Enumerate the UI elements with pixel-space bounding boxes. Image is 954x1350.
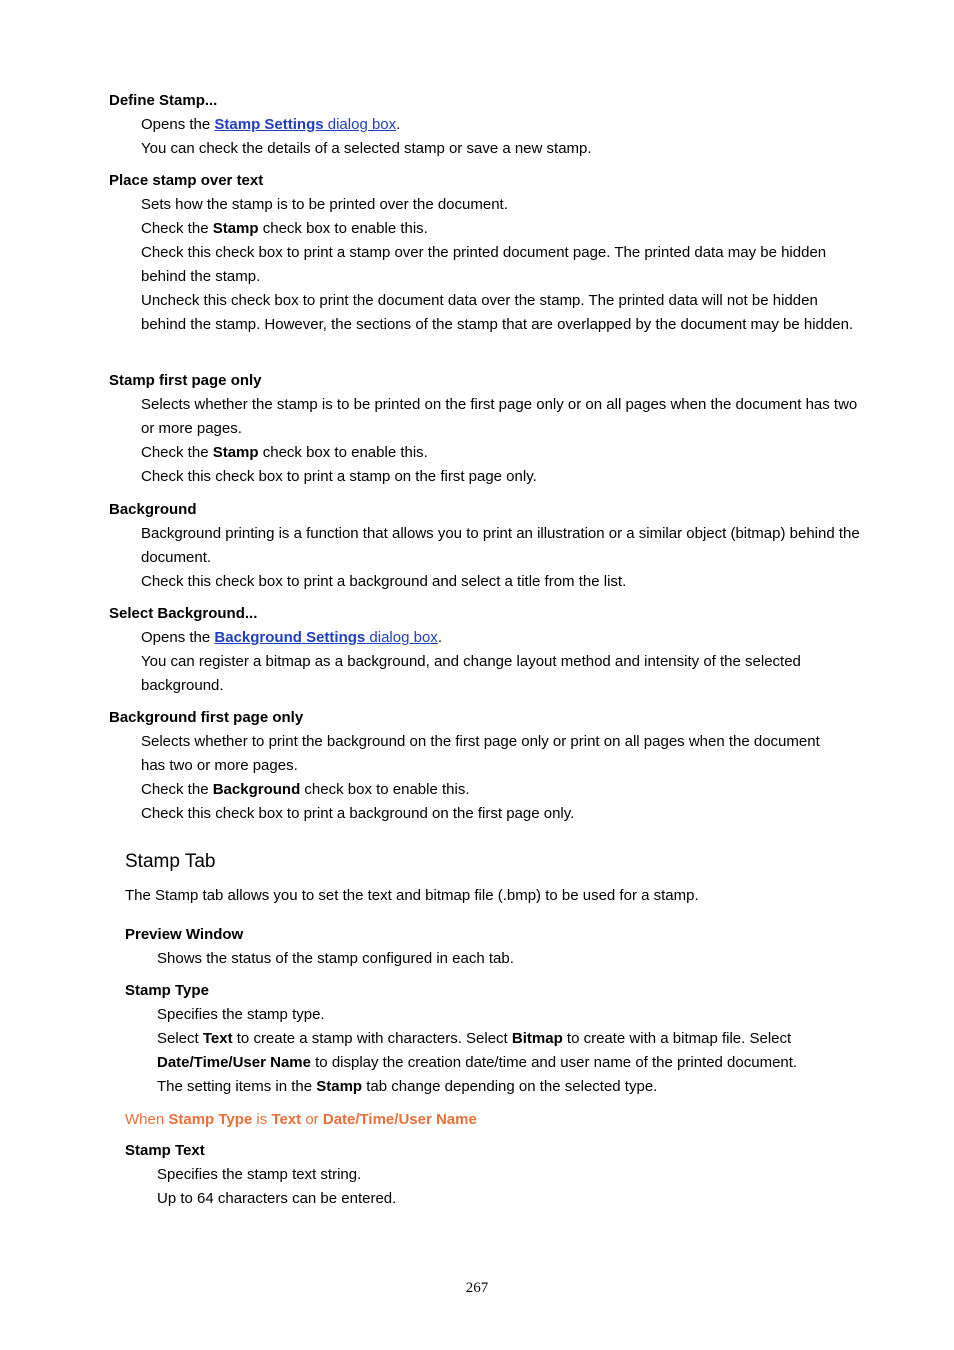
text: Specifies the stamp text string. [157, 1166, 362, 1183]
stamp-tab-intro: The Stamp tab allows you to set the text and bitmap file (.bmp) to be used for a stamp. [125, 887, 699, 904]
desc-stamp-first-page-only [141, 393, 861, 489]
text: Opens the [141, 629, 215, 646]
text: The setting items in the Stamp tab change depending on the selected type. [157, 1078, 658, 1095]
term-stamp-type: Stamp Type [125, 982, 209, 999]
text: Shows the status of the stamp configured in each tab. [157, 950, 514, 967]
text: Selects whether the stamp is to be printed on the first page only or on all pages when the document has two or more pages. [141, 396, 858, 437]
section-heading-stamp-tab: Stamp Tab [125, 851, 216, 872]
term-background-first-page-only: Background first page only [109, 709, 304, 726]
text: Uncheck this check box to print the document data over the stamp. The printed data will not be hidden behind the stamp. However, the sections of the stamp that are overlapped by the document may be hidden. [141, 292, 854, 333]
text: You can check the details of a selected stamp or save a new stamp. [141, 140, 592, 157]
text: Check this check box to print a stamp on the first page only. [141, 468, 537, 485]
text: Check the Background check box to enable this. [141, 781, 470, 798]
desc-stamp-text [157, 1163, 857, 1211]
text: Select Text to create a stamp with characters. Select Bitmap to create with a bitmap file. Select Date/Time/User Name to display the creation date/time and user name of the printed document. [157, 1030, 798, 1071]
term-define-stamp: Define Stamp... [109, 92, 218, 109]
term-select-background: Select Background... [109, 605, 258, 622]
term-preview-window: Preview Window [125, 926, 244, 943]
stamp-settings-link[interactable]: Stamp Settings dialog box [214, 116, 397, 133]
text: Check this check box to print a background on the first page only. [141, 805, 575, 822]
desc-background-first-page-only [141, 730, 821, 826]
text: Specifies the stamp type. [157, 1006, 325, 1023]
text: Check the Stamp check box to enable this. [141, 444, 428, 461]
text: Background printing is a function that allows you to print an illustration or a similar object (bitmap) behind the document. [141, 525, 860, 566]
text: Opens the [141, 116, 215, 133]
term-background: Background [109, 501, 197, 518]
text: Check the Stamp check box to enable this. [141, 220, 428, 237]
page-number: 267 [465, 1280, 489, 1296]
text: Up to 64 characters can be entered. [157, 1190, 397, 1207]
condition-heading: When Stamp Type is Text or Date/Time/User Name [125, 1111, 477, 1128]
desc-background [141, 522, 861, 594]
desc-preview-window [157, 947, 857, 971]
desc-place-stamp-over-text [141, 193, 861, 337]
text: Check this check box to print a stamp over the printed document page. The printed data may be hidden behind the stamp. [141, 244, 827, 285]
term-stamp-first-page-only: Stamp first page only [109, 372, 262, 389]
desc-define-stamp [141, 113, 861, 161]
desc-select-background [141, 626, 861, 698]
background-settings-link[interactable]: Background Settings dialog box [214, 629, 438, 646]
term-stamp-text: Stamp Text [125, 1142, 205, 1159]
text: Sets how the stamp is to be printed over the document. [141, 196, 508, 213]
text: You can register a bitmap as a background, and change layout method and intensity of the selected background. [141, 653, 801, 694]
text: Check this check box to print a background and select a title from the list. [141, 573, 627, 590]
text: . [396, 116, 401, 133]
term-place-stamp-over-text: Place stamp over text [109, 172, 264, 189]
text: . [437, 629, 442, 646]
text: Selects whether to print the background on the first page only or print on all pages when the document has two or more pages. [141, 733, 820, 774]
desc-stamp-type [157, 1003, 857, 1099]
